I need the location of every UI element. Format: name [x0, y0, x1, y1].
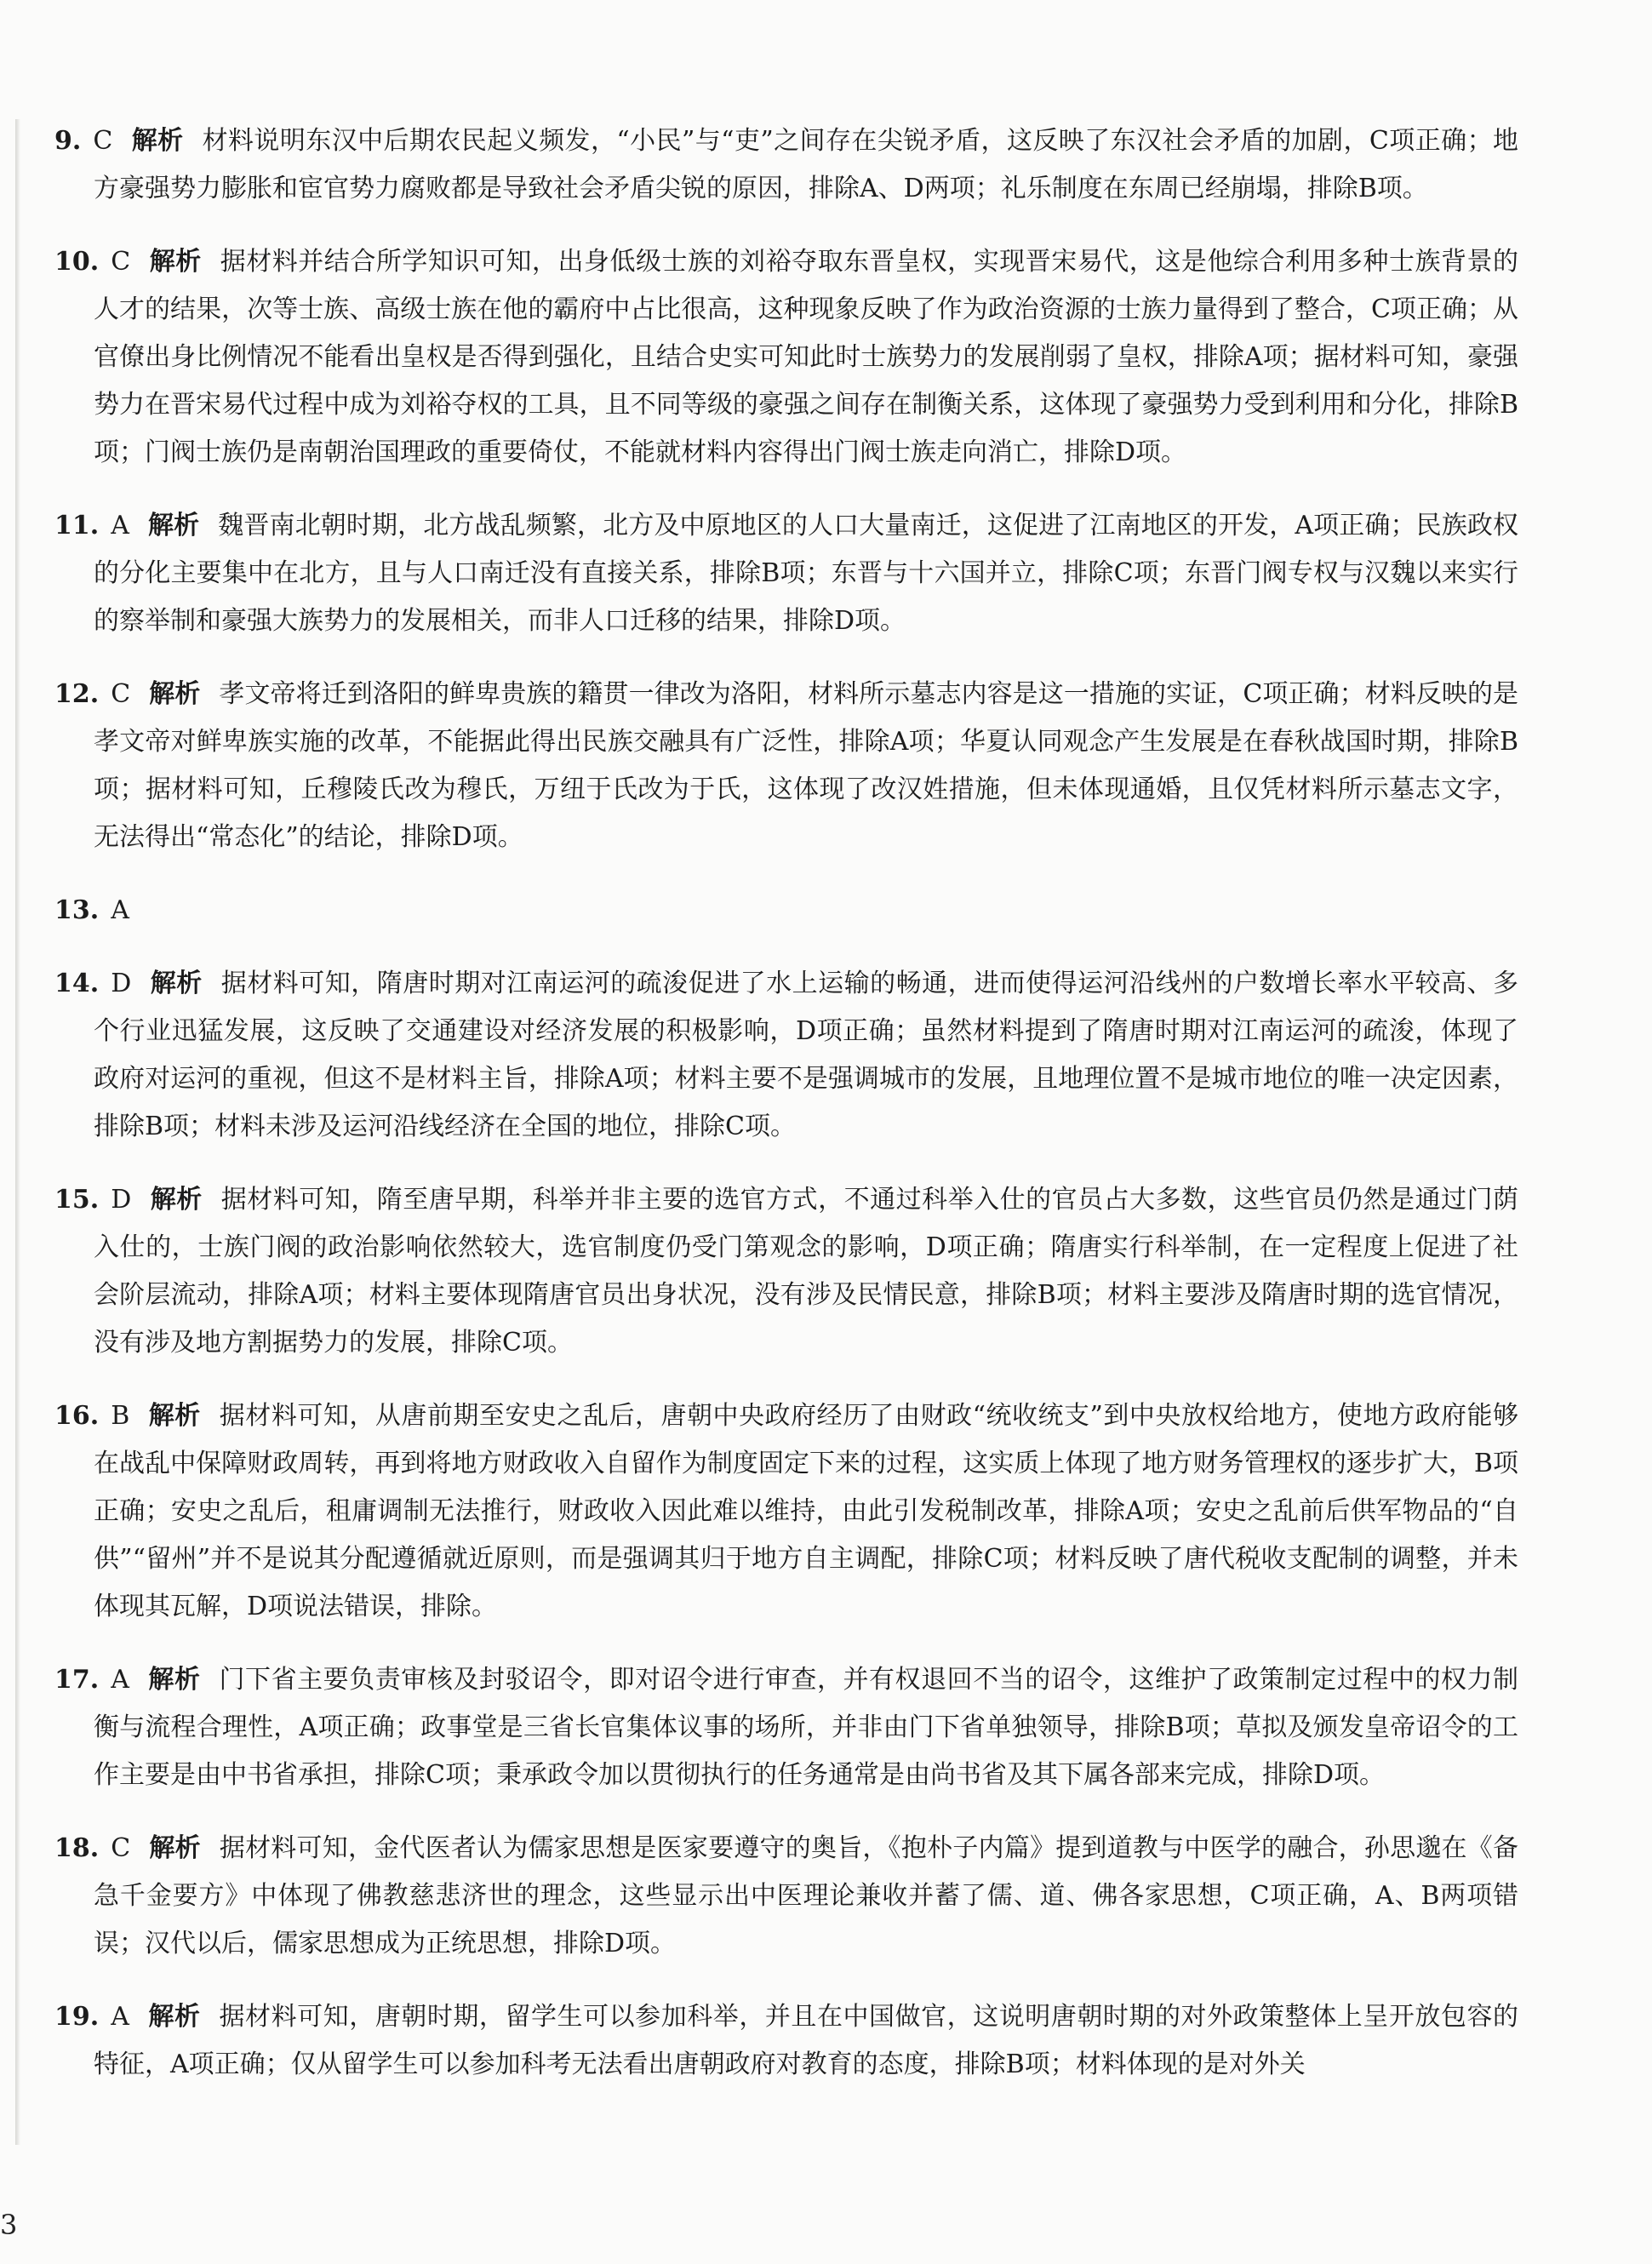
item-number: 13.: [54, 895, 100, 925]
item-number: 19.: [54, 2002, 100, 2032]
item-number: 11.: [54, 511, 100, 540]
analysis-tag: 解析: [149, 679, 201, 709]
answer-item-13: [54, 887, 1518, 935]
answer-item-9: [54, 117, 1518, 213]
item-answer: D: [111, 1185, 132, 1215]
answer-item-18: [54, 1825, 1518, 1968]
item-paragraph: [54, 502, 1518, 645]
analysis-tag: 解析: [131, 126, 184, 156]
item-answer: A: [111, 511, 129, 540]
item-answer: C: [111, 247, 131, 277]
item-answer: A: [111, 2002, 129, 2032]
item-number: 16.: [54, 1401, 100, 1431]
analysis-tag: 解析: [149, 247, 202, 277]
item-paragraph: [54, 1656, 1518, 1799]
item-paragraph: [54, 960, 1518, 1151]
item-text: 据材料可知，隋唐时期对江南运河的疏浚促进了水上运输的畅通，进而使得运河沿线州的户数增长率水平较高、多个行业迅猛发展，这反映了交通建设对经济发展的积极影响，D项正确；虽然材料提到了隋唐时期对江南运河的疏浚，体现了政府对运河的重视，但这不是材料主旨，排除A项；材料主要不是强调城市的发展，且地理位置不是城市地位的唯一决定因素，排除B项；材料未涉及运河沿线经济在全国的地位，排除C项。: [94, 969, 1519, 1141]
answer-item-12: [54, 671, 1518, 861]
item-text: 据材料可知，唐朝时期，留学生可以参加科举，并且在中国做官，这说明唐朝时期的对外政策整体上呈开放包容的特征，A项正确；仅从留学生可以参加科考无法看出唐朝政府对教育的态度，排除B项；材料体现的是对外关: [94, 2002, 1519, 2079]
item-text: 据材料可知，隋至唐早期，科举并非主要的选官方式，不通过科举入仕的官员占大多数，这些官员仍然是通过门荫入仕的，士族门阀的政治影响依然较大，选官制度仍受门第观念的影响，D项正确；隋唐实行科举制，在一定程度上促进了社会阶层流动，排除A项；材料主要体现隋唐官员出身状况，没有涉及民情民意，排除B项；材料主要涉及隋唐时期的选官情况，没有涉及地方割据势力的发展，排除C项。: [94, 1185, 1519, 1358]
answer-item-14: [54, 960, 1518, 1151]
item-text: 门下省主要负责审核及封驳诏令，即对诏令进行审查，并有权退回不当的诏令，这维护了政策制定过程中的权力制衡与流程合理性，A项正确；政事堂是三省长官集体议事的场所，并非由门下省单独领导，排除B项；草拟及颁发皇帝诏令的工作主要是由中书省承担，排除C项；秉承政令加以贯彻执行的任务通常是由尚书省及其下属各部来完成，排除D项。: [94, 1665, 1519, 1790]
answer-item-11: [54, 502, 1518, 645]
item-text: 魏晋南北朝时期，北方战乱频繁，北方及中原地区的人口大量南迁，这促进了江南地区的开发，A项正确；民族政权的分化主要集中在北方，且与人口南迁没有直接关系，排除B项；东晋与十六国并立，排除C项；东晋门阀专权与汉魏以来实行的察举制和豪强大族势力的发展相关，而非人口迁移的结果，排除D项。: [94, 511, 1519, 636]
item-number: 14.: [54, 969, 100, 998]
analysis-tag: 解析: [150, 1185, 203, 1215]
item-text: 据材料可知，从唐前期至安史之乱后，唐朝中央政府经历了由财政“统收统支”到中央放权给地方，使地方政府能够在战乱中保障财政周转，再到将地方财政收入自留作为制度固定下来的过程，这实质上体现了地方财务管理权的逐步扩大，B项正确；安史之乱后，租庸调制无法推行，财政收入因此难以维持，由此引发税制改革，排除A项；安史之乱前后供军物品的“自供”“留州”并不是说其分配遵循就近原则，而是强调其归于地方自主调配，排除C项；材料反映了唐代税收支配制的调整，并未体现其瓦解，D项说法错误，排除。: [94, 1401, 1518, 1621]
analysis-tag: 解析: [147, 2002, 201, 2032]
item-number: 9.: [54, 126, 82, 156]
analysis-tag: 解析: [148, 1401, 201, 1431]
item-paragraph: [54, 1825, 1518, 1968]
item-answer: A: [111, 1665, 129, 1695]
analysis-tag: 解析: [149, 1833, 201, 1863]
item-text: 据材料可知，金代医者认为儒家思想是医家要遵守的奥旨，《抱朴子内篇》提到道教与中医学的融合，孙思邈在《备急千金要方》中体现了佛教慈悲济世的理念，这些显示出中医理论兼收并蓄了儒、道、佛各家思想，C项正确，A、B两项错误；汉代以后，儒家思想成为正统思想，排除D项。: [94, 1833, 1519, 1958]
item-number: 12.: [54, 679, 100, 709]
item-paragraph: [54, 887, 1518, 935]
item-answer: A: [111, 895, 129, 925]
answer-list: [54, 117, 1518, 2114]
item-answer: C: [111, 1833, 131, 1863]
answer-item-10: [54, 238, 1518, 477]
answer-item-15: [54, 1176, 1518, 1367]
item-paragraph: [54, 238, 1518, 477]
analysis-tag: 解析: [147, 1665, 201, 1695]
item-paragraph: [54, 1392, 1518, 1631]
item-answer: C: [93, 126, 113, 156]
item-answer: B: [111, 1401, 130, 1431]
item-paragraph: [54, 1176, 1518, 1367]
item-paragraph: [54, 671, 1518, 861]
analysis-tag: 解析: [147, 511, 200, 540]
item-text: 据材料并结合所学知识可知，出身低级士族的刘裕夺取东晋皇权，实现晋宋易代，这是他综合利用多种士族背景的人才的结果，次等士族、高级士族在他的霸府中占比很高，这种现象反映了作为政治资源的士族力量得到了整合，C项正确；从官僚出身比例情况不能看出皇权是否得到强化，且结合史实可知此时士族势力的发展削弱了皇权，排除A项；据材料可知，豪强势力在晋宋易代过程中成为刘裕夺权的工具，且不同等级的豪强之间存在制衡关系，这体现了豪强势力受到利用和分化，排除B项；门阀士族仍是南朝治国理政的重要倚仗，不能就材料内容得出门阀士族走向消亡，排除D项。: [94, 247, 1519, 467]
answer-item-19: [54, 1993, 1518, 2089]
item-text: 材料说明东汉中后期农民起义频发，“小民”与“吏”之间存在尖锐矛盾，这反映了东汉社会矛盾的加剧，C项正确；地方豪强势力膨胀和宦官势力腐败都是导致社会矛盾尖锐的原因，排除A、D两项；礼乐制度在东周已经崩塌，排除B项。: [94, 126, 1518, 203]
item-paragraph: [54, 1993, 1518, 2089]
binding-edge-shadow: [15, 119, 20, 2145]
item-number: 10.: [54, 247, 100, 277]
page-number: 3: [0, 2209, 18, 2241]
item-text: 孝文帝将迁到洛阳的鲜卑贵族的籍贯一律改为洛阳，材料所示墓志内容是这一措施的实证，C项正确；材料反映的是孝文帝对鲜卑族实施的改革，不能据此得出民族交融具有广泛性，排除A项；华夏认同观念产生发展是在春秋战国时期，排除B项；据材料可知，丘穆陵氏改为穆氏，万纽于氏改为于氏，这体现了改汉姓措施，但未体现通婚，且仅凭材料所示墓志文字，无法得出“常态化”的结论，排除D项。: [94, 679, 1519, 852]
analysis-tag: 解析: [150, 969, 203, 998]
item-answer: D: [111, 969, 132, 998]
item-paragraph: [54, 117, 1518, 213]
item-number: 18.: [54, 1833, 100, 1863]
item-number: 15.: [54, 1185, 100, 1215]
item-number: 17.: [54, 1665, 100, 1695]
answer-item-16: [54, 1392, 1518, 1631]
item-answer: C: [111, 679, 131, 709]
answer-item-17: [54, 1656, 1518, 1799]
